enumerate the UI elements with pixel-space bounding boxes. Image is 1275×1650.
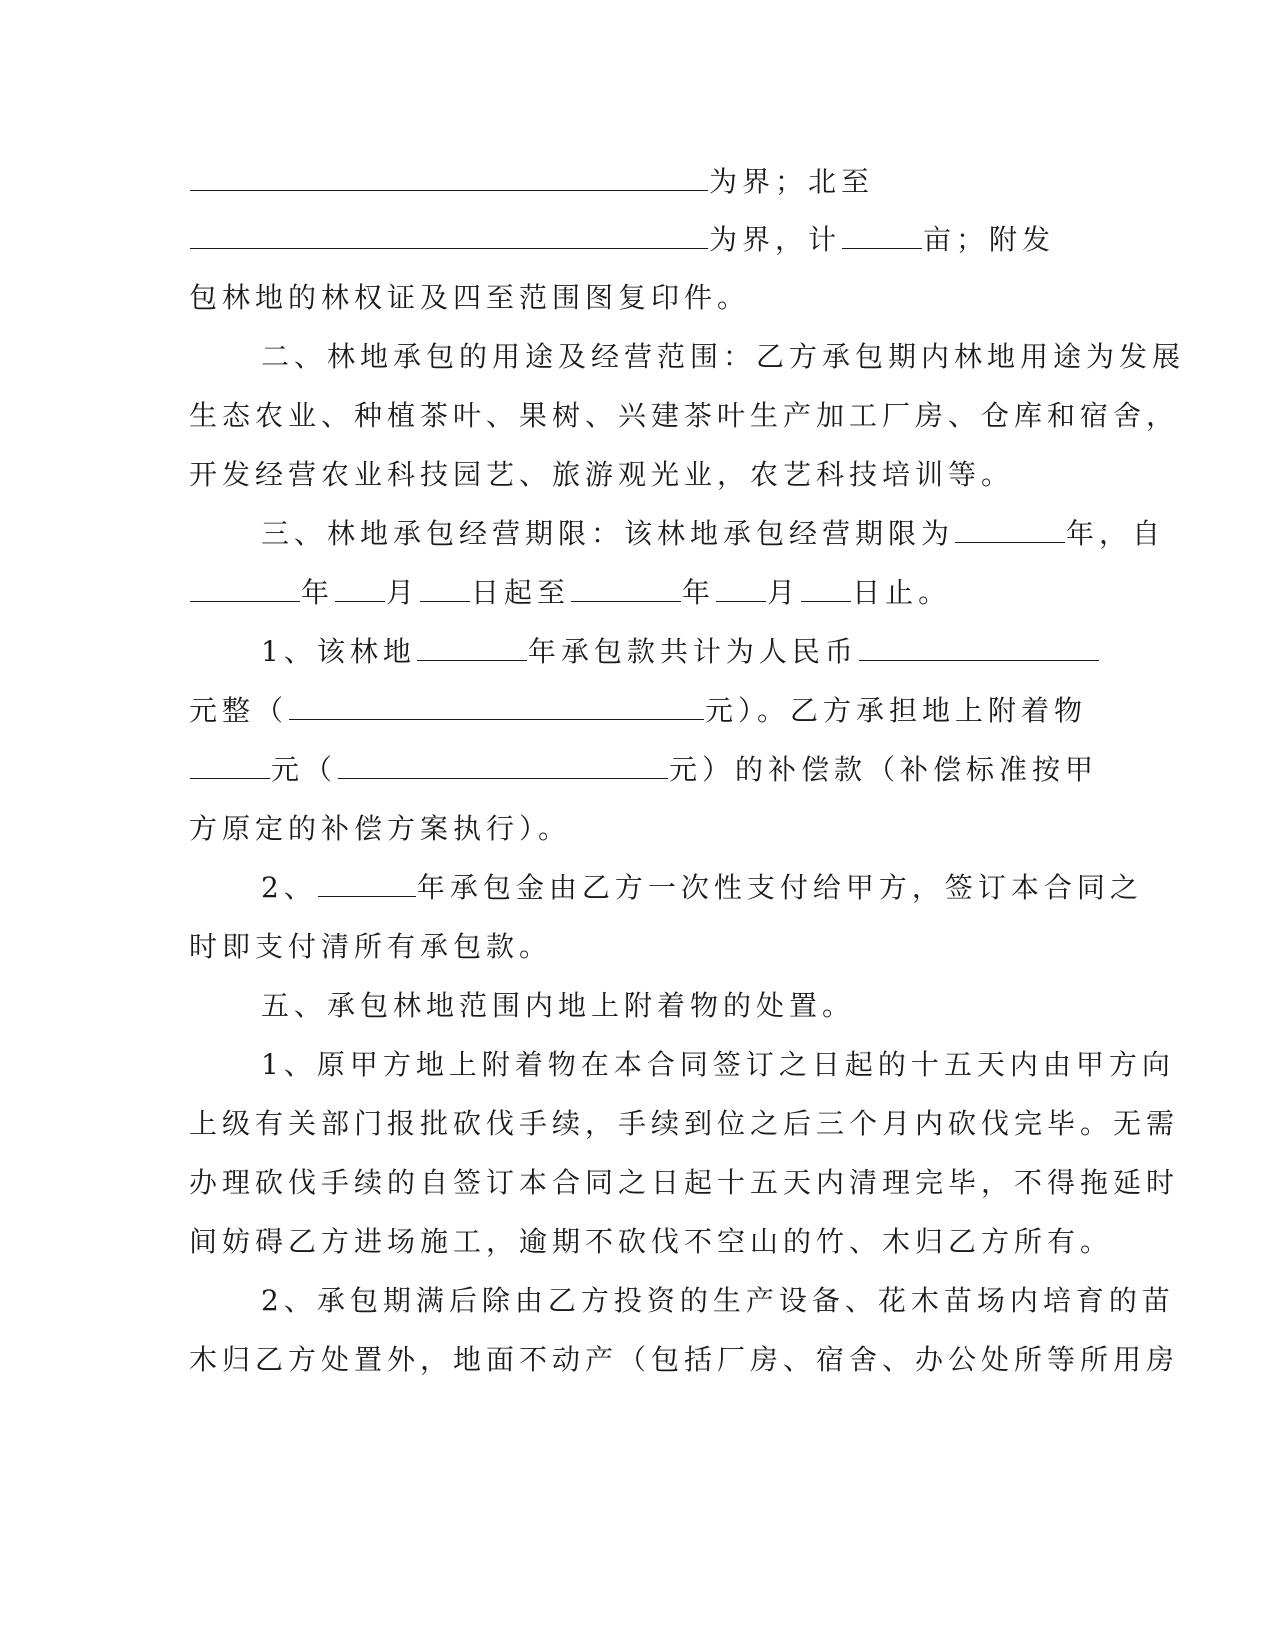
text-segment: 三、林地承包经营期限：该林地承包经营期限为 <box>261 517 955 550</box>
paragraph-line: 包林地的林权证及四至范围图复印件。 <box>189 281 751 314</box>
text-segment: 亩；附发 <box>923 223 1056 256</box>
text-segment: 日止。 <box>852 576 952 609</box>
date-range-line <box>189 573 951 613</box>
text-segment: 年承包款共计为人民币 <box>527 635 858 668</box>
paragraph-line: 2、承包期满后除由乙方投资的生产设备、花木苗场内培育的苗 <box>261 1284 1175 1317</box>
blank-field-compensation-figures[interactable] <box>338 752 668 779</box>
text-segment: 为界；北至 <box>709 165 875 198</box>
paragraph-line: 办理砍伐手续的自签订本合同之日起十五天内清理完毕，不得拖延时 <box>189 1166 1180 1199</box>
blank-field-years[interactable] <box>417 634 527 661</box>
text-segment: 年承包金由乙方一次性支付给甲方，签订本合同之 <box>416 871 1143 904</box>
text-segment: 年 <box>682 576 716 609</box>
text-segment: 年，自 <box>1066 517 1166 550</box>
paragraph-line: 生态农业、种植茶叶、果树、兴建茶叶生产加工厂房、仓库和宿舍， <box>189 399 1180 432</box>
paragraph-line: 1、原甲方地上附着物在本合同签订之日起的十五天内由甲方向 <box>261 1048 1175 1081</box>
text-segment: 月 <box>386 576 420 609</box>
paragraph-line: 间妨碍乙方进场施工，逾期不砍伐不空山的竹、木归乙方所有。 <box>189 1225 1114 1258</box>
paragraph-line: 时即支付清所有承包款。 <box>189 930 553 963</box>
boundary-north-line <box>189 162 874 202</box>
text-segment: 日起至 <box>471 576 571 609</box>
blank-field-month[interactable] <box>716 575 766 602</box>
text-segment: 月 <box>767 576 801 609</box>
paragraph-line: 木归乙方处置外，地面不动产（包括厂房、宿舍、办公处所等所用房 <box>189 1343 1180 1376</box>
blank-field-years[interactable] <box>318 870 416 897</box>
blank-field-year[interactable] <box>190 575 300 602</box>
text-segment: 元）的补偿款（补偿标准按甲 <box>669 753 1099 786</box>
clause-1-line <box>261 632 1100 672</box>
blank-field-day[interactable] <box>420 575 470 602</box>
blank-field-compensation[interactable] <box>190 752 270 779</box>
blank-field[interactable] <box>190 222 708 249</box>
text-segment: 2、 <box>261 871 317 904</box>
section-heading-5: 五、承包林地范围内地上附着物的处置。 <box>261 989 856 1022</box>
text-segment: 元）。乙方承担地上附着物 <box>705 694 1088 727</box>
text-segment: 1、该林地 <box>261 635 416 668</box>
clause-2-line <box>261 868 1143 908</box>
blank-field-month[interactable] <box>335 575 385 602</box>
blank-field-amount-figures[interactable] <box>289 693 704 720</box>
paragraph-line: 开发经营农业科技园艺、旅游观光业，农艺科技培训等。 <box>189 458 1015 491</box>
text-segment: 元（ <box>271 753 338 786</box>
blank-field-area[interactable] <box>842 222 922 249</box>
blank-field-amount-words[interactable] <box>859 634 1099 661</box>
blank-field-day[interactable] <box>801 575 851 602</box>
blank-field[interactable] <box>190 164 708 191</box>
text-segment: 年 <box>301 576 335 609</box>
text-segment: 元整（ <box>189 694 289 727</box>
text-segment: 为界，计 <box>709 223 842 256</box>
blank-field-year[interactable] <box>571 575 681 602</box>
blank-field-years[interactable] <box>955 516 1065 543</box>
paragraph-line: 方原定的补偿方案执行）。 <box>189 812 572 845</box>
section-heading-3 <box>261 514 1165 554</box>
paragraph-line: 上级有关部门报批砍伐手续，手续到位之后三个月内砍伐完毕。无需 <box>189 1107 1180 1140</box>
amount-line <box>189 691 1087 731</box>
boundary-area-line <box>189 220 1055 260</box>
compensation-line <box>189 750 1098 790</box>
section-heading-2: 二、林地承包的用途及经营范围：乙方承包期内林地用途为发展 <box>261 340 1186 373</box>
